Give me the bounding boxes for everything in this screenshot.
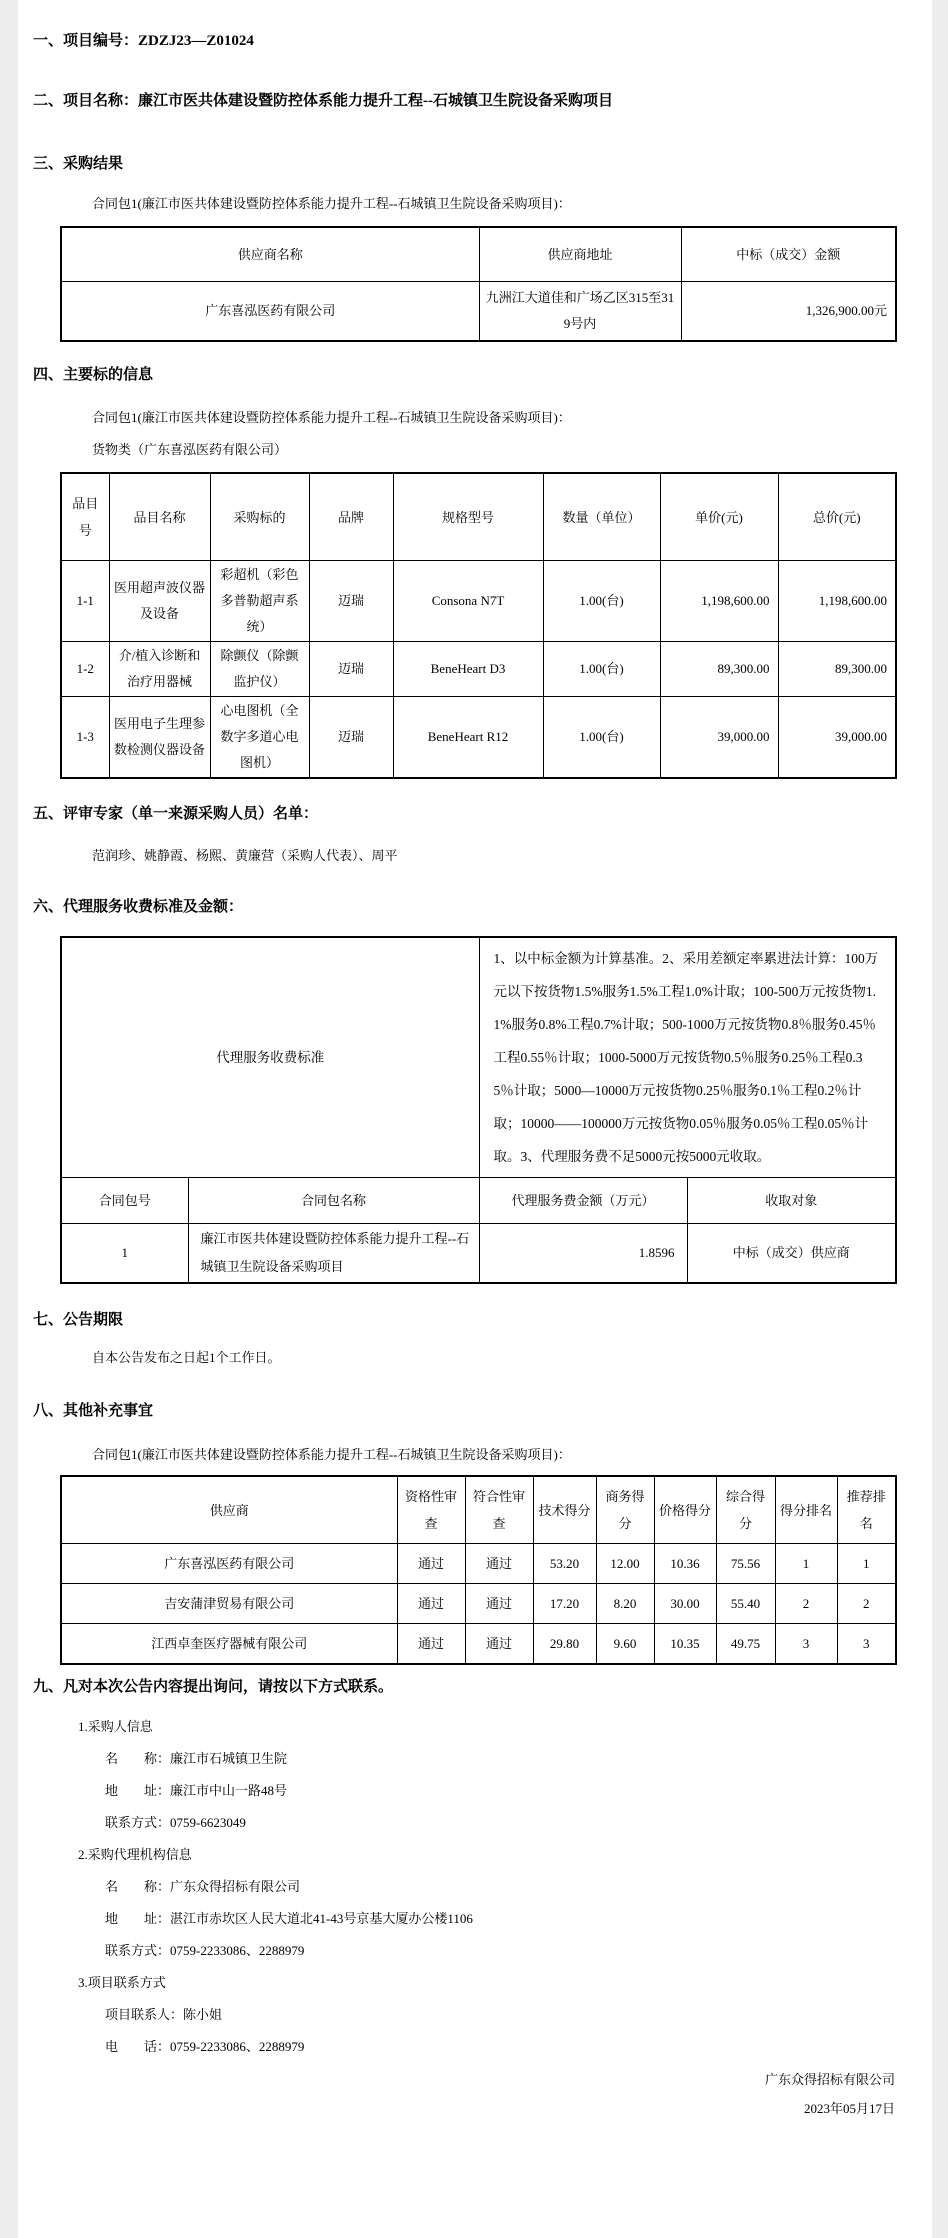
purchaser-phone-line: 联系方式：0759-6623049 <box>105 1815 246 1830</box>
item-name-cell: 医用超声波仪器及设备 <box>109 561 210 642</box>
agency-fee-table <box>60 936 897 1284</box>
model-cell: BeneHeart R12 <box>393 697 543 779</box>
supplier-address-cell: 九洲江大道佳和广场乙区315至319号内 <box>479 282 681 342</box>
recommend-rank-cell: 1 <box>837 1544 896 1584</box>
package-no-cell: 1 <box>61 1224 188 1284</box>
supplementary-heading: 八、其他补充事宜 <box>33 1403 154 1419</box>
conformity-cell: 通过 <box>465 1584 533 1624</box>
agency-name-line: 名 称：广东众得招标有限公司 <box>105 1879 301 1894</box>
project-contact-phone-line: 电 话：0759-2233086、2288979 <box>105 2039 305 2054</box>
column-header: 总价(元) <box>778 473 896 561</box>
subject-info-heading: 四、主要标的信息 <box>33 367 154 383</box>
column-header: 综合得分 <box>716 1476 775 1544</box>
agency-info-title: 2.采购代理机构信息 <box>78 1847 192 1862</box>
total-price-cell: 39,000.00 <box>778 697 896 779</box>
fee-amount-cell: 1.8596 <box>479 1224 687 1284</box>
column-header: 品牌 <box>309 473 393 561</box>
fee-standard-text-cell: 1、以中标金额为计算基准。2、采用差额定率累进法计算：100万元以下按货物1.5%服务1.5%工程1.0%计取；100-500万元按货物1.1%服务0.8%工程0.7%计取；500-1000万元按货物0.8％服务0.45％工程0.55％计取；1000-5000万元按货物0.5％服务0.25％工程0.35％计取；5000—10000万元按货物0.25％服务0.1％工程0.2％计取；10000——100000万元按货物0.05％服务0.05％工程0.05％计取。3、代理服务费不足5000元按5000元收取。 <box>479 937 896 1178</box>
column-header: 采购标的 <box>210 473 309 561</box>
column-header: 中标（成交）金额 <box>681 227 896 282</box>
result-table-row <box>61 282 896 342</box>
item-no-cell: 1-2 <box>61 642 109 697</box>
agency-address-line: 地 址：湛江市赤坎区人民大道北41-43号京基大厦办公楼1106 <box>105 1911 473 1926</box>
item-no-cell: 1-3 <box>61 697 109 779</box>
score-rank-cell: 1 <box>775 1544 837 1584</box>
brand-cell: 迈瑞 <box>309 561 393 642</box>
total-score-cell: 55.40 <box>716 1584 775 1624</box>
recommend-rank-cell: 2 <box>837 1584 896 1624</box>
supplier-name-cell: 江西卓奎医疗器械有限公司 <box>61 1624 397 1665</box>
tech-score-cell: 53.20 <box>533 1544 596 1584</box>
supplier-name-cell: 吉安蒲津贸易有限公司 <box>61 1584 397 1624</box>
tech-score-cell: 17.20 <box>533 1584 596 1624</box>
score-table-header-row <box>61 1476 896 1544</box>
result-package-line: 合同包1(廉江市医共体建设暨防控体系能力提升工程--石城镇卫生院设备采购项目)： <box>92 196 571 211</box>
recommend-rank-cell: 3 <box>837 1624 896 1665</box>
total-price-cell: 1,198,600.00 <box>778 561 896 642</box>
unit-price-cell: 1,198,600.00 <box>660 561 778 642</box>
goods-category-line: 货物类（广东喜泓医药有限公司） <box>92 442 288 457</box>
items-table <box>60 472 897 779</box>
result-table <box>60 226 897 342</box>
supplier-name-cell: 广东喜泓医药有限公司 <box>61 1544 397 1584</box>
item-row <box>61 697 896 779</box>
model-cell: BeneHeart D3 <box>393 642 543 697</box>
brand-cell: 迈瑞 <box>309 697 393 779</box>
column-header: 收取对象 <box>687 1178 896 1224</box>
supplier-name-cell: 广东喜泓医药有限公司 <box>61 282 479 342</box>
purchaser-address-line: 地 址：廉江市中山一路48号 <box>105 1783 288 1798</box>
brand-cell: 迈瑞 <box>309 642 393 697</box>
conformity-cell: 通过 <box>465 1544 533 1584</box>
model-cell: Consona N7T <box>393 561 543 642</box>
column-header: 技术得分 <box>533 1476 596 1544</box>
column-header: 单价(元) <box>660 473 778 561</box>
supplementary-package-line: 合同包1(廉江市医共体建设暨防控体系能力提升工程--石城镇卫生院设备采购项目)： <box>92 1447 571 1462</box>
column-header: 推荐排名 <box>837 1476 896 1544</box>
project-contact-person-line: 项目联系人：陈小姐 <box>105 2007 223 2022</box>
award-amount-cell: 1,326,900.00元 <box>681 282 896 342</box>
project-contact-title: 3.项目联系方式 <box>78 1975 166 1990</box>
qualification-cell: 通过 <box>397 1544 465 1584</box>
package-name-cell: 廉江市医共体建设暨防控体系能力提升工程--石城镇卫生院设备采购项目 <box>188 1224 479 1284</box>
score-rank-cell: 2 <box>775 1584 837 1624</box>
item-subject-cell: 心电图机（全数字多道心电图机） <box>210 697 309 779</box>
tech-score-cell: 29.80 <box>533 1624 596 1665</box>
price-score-cell: 10.36 <box>654 1544 716 1584</box>
total-score-cell: 49.75 <box>716 1624 775 1665</box>
announcement-period-heading: 七、公告期限 <box>33 1312 124 1328</box>
project-name-heading: 二、项目名称：廉江市医共体建设暨防控体系能力提升工程--石城镇卫生院设备采购项目 <box>33 93 613 109</box>
procurement-result-heading: 三、采购结果 <box>33 156 124 172</box>
column-header: 代理服务费金额（万元） <box>479 1178 687 1224</box>
signature-org: 广东众得招标有限公司 <box>764 2072 895 2087</box>
business-score-cell: 9.60 <box>596 1624 654 1665</box>
price-score-cell: 10.35 <box>654 1624 716 1665</box>
fee-standard-label-cell: 代理服务收费标准 <box>61 937 479 1178</box>
item-name-cell: 医用电子生理参数检测仪器设备 <box>109 697 210 779</box>
column-header: 资格性审查 <box>397 1476 465 1544</box>
item-row <box>61 642 896 697</box>
quantity-cell: 1.00(台) <box>543 697 660 779</box>
unit-price-cell: 89,300.00 <box>660 642 778 697</box>
column-header: 符合性审查 <box>465 1476 533 1544</box>
purchaser-info-title: 1.采购人信息 <box>78 1719 153 1734</box>
contact-block <box>33 1711 895 2063</box>
total-score-cell: 75.56 <box>716 1544 775 1584</box>
score-rank-cell: 3 <box>775 1624 837 1665</box>
purchaser-name-line: 名 称：廉江市石城镇卫生院 <box>105 1751 288 1766</box>
column-header: 合同包号 <box>61 1178 188 1224</box>
item-name-cell: 介/植入诊断和治疗用器械 <box>109 642 210 697</box>
conformity-cell: 通过 <box>465 1624 533 1665</box>
column-header: 供应商 <box>61 1476 397 1544</box>
fee-standard-row <box>61 937 896 1178</box>
column-header: 商务得分 <box>596 1476 654 1544</box>
score-row <box>61 1584 896 1624</box>
subject-package-line: 合同包1(廉江市医共体建设暨防控体系能力提升工程--石城镇卫生院设备采购项目)： <box>92 410 571 425</box>
fee-payer-cell: 中标（成交）供应商 <box>687 1224 896 1284</box>
total-price-cell: 89,300.00 <box>778 642 896 697</box>
item-subject-cell: 除颤仪（除颤监护仪） <box>210 642 309 697</box>
column-header: 品目号 <box>61 473 109 561</box>
column-header: 价格得分 <box>654 1476 716 1544</box>
signature-date: 2023年05月17日 <box>803 2101 895 2116</box>
signature-block <box>33 2065 895 2123</box>
score-table <box>60 1475 897 1665</box>
agency-fee-heading: 六、代理服务收费标准及金额： <box>33 899 244 915</box>
column-header: 合同包名称 <box>188 1178 479 1224</box>
contact-heading: 九、凡对本次公告内容提出询问，请按以下方式联系。 <box>33 1679 394 1695</box>
items-table-header-row <box>61 473 896 561</box>
qualification-cell: 通过 <box>397 1624 465 1665</box>
column-header: 品目名称 <box>109 473 210 561</box>
result-table-header-row <box>61 227 896 282</box>
fee-table-header-row <box>61 1178 896 1224</box>
fee-table-row <box>61 1224 896 1284</box>
unit-price-cell: 39,000.00 <box>660 697 778 779</box>
column-header: 得分排名 <box>775 1476 837 1544</box>
item-row <box>61 561 896 642</box>
experts-names: 范润珍、姚静霞、杨熙、黄廉营（采购人代表）、周平 <box>92 848 398 863</box>
agency-phone-line: 联系方式：0759-2233086、2288979 <box>105 1943 305 1958</box>
qualification-cell: 通过 <box>397 1584 465 1624</box>
score-row <box>61 1544 896 1584</box>
price-score-cell: 30.00 <box>654 1584 716 1624</box>
column-header: 供应商名称 <box>61 227 479 282</box>
quantity-cell: 1.00(台) <box>543 561 660 642</box>
column-header: 供应商地址 <box>479 227 681 282</box>
column-header: 数量（单位） <box>543 473 660 561</box>
experts-heading: 五、评审专家（单一来源采购人员）名单： <box>33 806 319 822</box>
score-row <box>61 1624 896 1665</box>
quantity-cell: 1.00(台) <box>543 642 660 697</box>
column-header: 规格型号 <box>393 473 543 561</box>
business-score-cell: 8.20 <box>596 1584 654 1624</box>
project-number-heading: 一、项目编号：ZDZJ23—Z01024 <box>33 33 254 49</box>
item-subject-cell: 彩超机（彩色多普勒超声系统） <box>210 561 309 642</box>
item-no-cell: 1-1 <box>61 561 109 642</box>
announcement-period-text: 自本公告发布之日起1个工作日。 <box>92 1350 281 1365</box>
announcement-document <box>18 0 932 2238</box>
business-score-cell: 12.00 <box>596 1544 654 1584</box>
